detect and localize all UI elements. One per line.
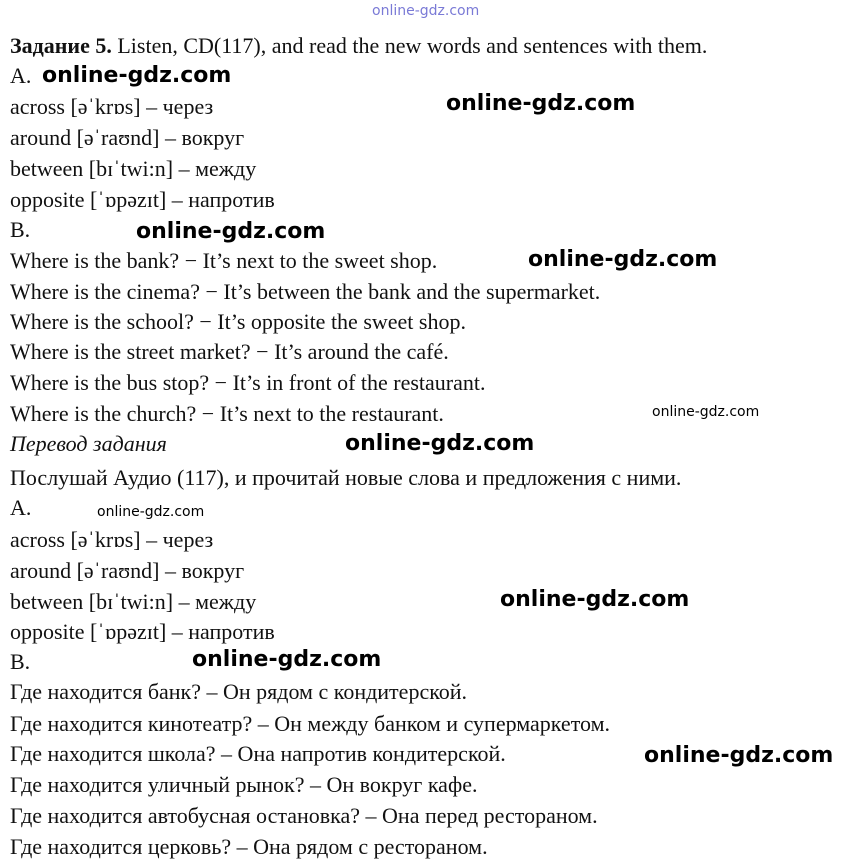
word-line: around [əˈraʊnd] – вокруг [10, 125, 245, 150]
word-line: between [bɪˈtwi:n] – между [10, 589, 257, 614]
word-line: around [əˈraʊnd] – вокруг [10, 558, 245, 583]
watermark: online-gdz.com [136, 219, 326, 244]
sentence-line: Где находится автобусная остановка? – Она перед рестораном. [10, 803, 598, 828]
section-a-label: A. [10, 63, 32, 88]
sentence-line: Где находится банк? – Он рядом с кондитерской. [10, 679, 468, 704]
word-line: opposite [ˈɒpəzɪt] – напротив [10, 619, 275, 644]
section-a-label: A. [10, 495, 32, 520]
section-b-label: B. [10, 649, 31, 674]
word-line: across [əˈkrɒs] – через [10, 527, 214, 552]
task-instruction: Listen, CD(117), and read the new words and sentences with them. [111, 33, 708, 58]
watermark: online-gdz.com [446, 91, 636, 116]
watermark: online-gdz.com [644, 743, 834, 768]
sentence-line: Where is the cinema? − It’s between the bank and the supermarket. [10, 279, 601, 304]
section-b-label: B. [10, 217, 31, 242]
sentence-line: Где находится церковь? – Она рядом с рестораном. [10, 834, 488, 859]
watermark: online-gdz.com [97, 504, 205, 520]
word-line: across [əˈkrɒs] – через [10, 94, 214, 119]
sentence-line: Где находится уличный рынок? – Он вокруг кафе. [10, 772, 478, 797]
sentence-line: Где находится кинотеатр? – Он между банком и супермаркетом. [10, 711, 611, 736]
task-heading [10, 32, 707, 60]
sentence-line: Where is the school? − It’s opposite the sweet shop. [10, 309, 466, 334]
task-label: Задание 5. [10, 33, 112, 58]
sentence-line: Where is the street market? − It’s around the café. [10, 339, 449, 364]
sentence-line: Where is the church? − It’s next to the restaurant. [10, 401, 444, 426]
sentence-line: Где находится школа? – Она напротив кондитерской. [10, 741, 506, 766]
watermark: online-gdz.com [652, 404, 760, 420]
watermark: online-gdz.com [42, 63, 232, 88]
watermark: online-gdz.com [345, 431, 535, 456]
watermark-top: online-gdz.com [372, 3, 480, 19]
translation-heading: Перевод задания [10, 431, 167, 456]
word-line: between [bɪˈtwi:n] – между [10, 156, 257, 181]
sentence-line: Where is the bus stop? − It’s in front of the restaurant. [10, 370, 486, 395]
watermark: online-gdz.com [500, 587, 690, 612]
watermark: online-gdz.com [528, 247, 718, 272]
sentence-line: Where is the bank? − It’s next to the sweet shop. [10, 248, 438, 273]
word-line: opposite [ˈɒpəzɪt] – напротив [10, 187, 275, 212]
watermark: online-gdz.com [192, 647, 382, 672]
translation-instruction: Послушай Аудио (117), и прочитай новые слова и предложения с ними. [10, 465, 682, 490]
